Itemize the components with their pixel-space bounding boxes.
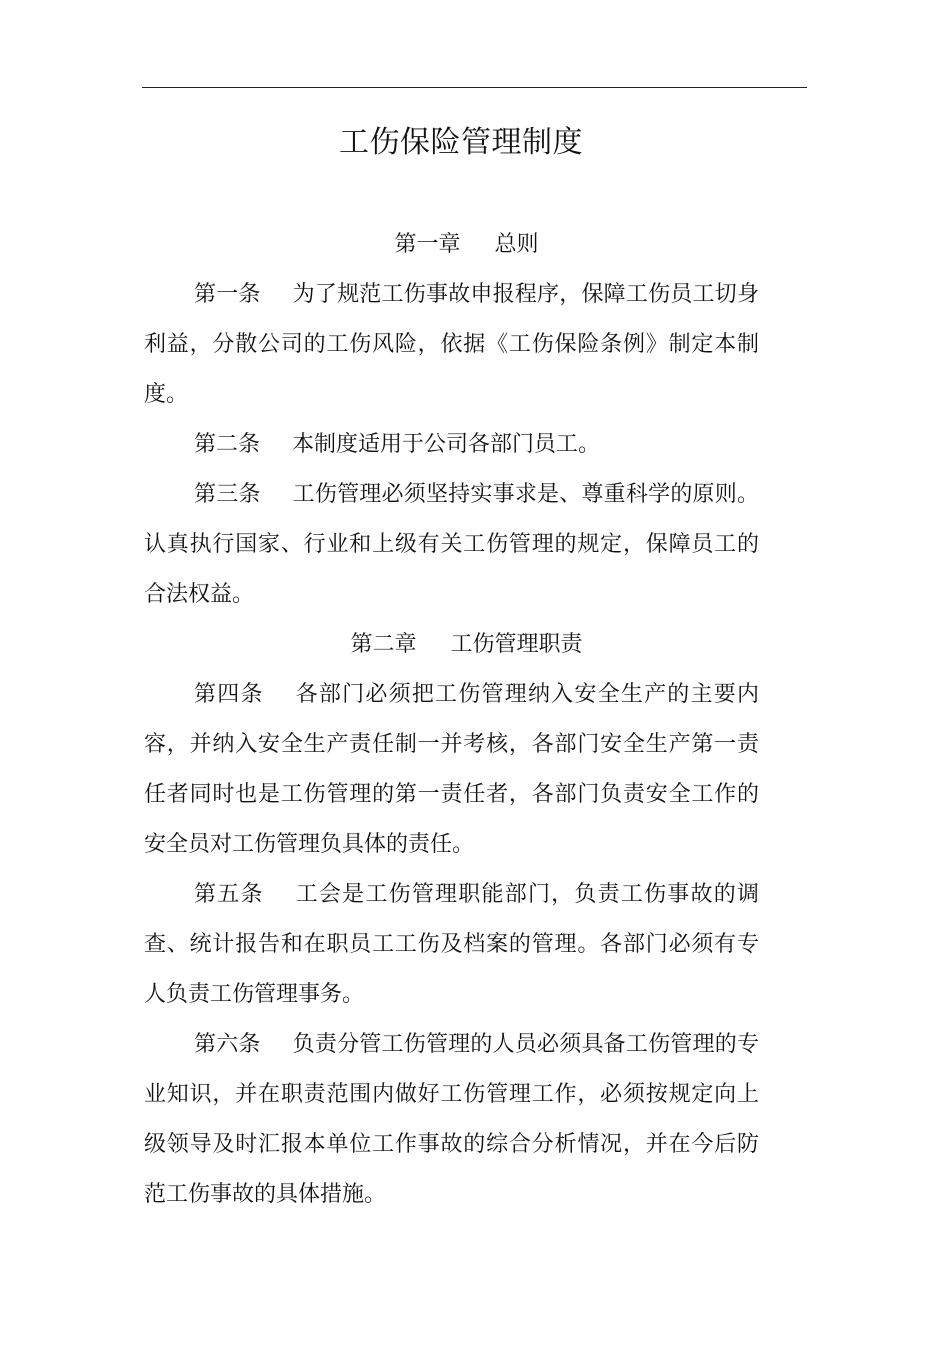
chapter-heading xyxy=(144,220,759,270)
article-text: 工伤管理必须坚持实事求是、尊重科学的原则。认真执行国家、行业和上级有关工伤管理的规定，保障员工的合法权益。 xyxy=(144,482,759,607)
article-paragraph xyxy=(144,1020,759,1220)
chapter-name: 工伤管理职责 xyxy=(450,632,583,657)
article-paragraph xyxy=(144,470,759,620)
document-body xyxy=(144,220,759,1220)
chapter-heading xyxy=(144,620,759,670)
header-rule xyxy=(142,87,807,88)
article-paragraph xyxy=(144,420,759,470)
document-title: 工伤保险管理制度 xyxy=(339,125,583,160)
article-paragraph xyxy=(144,670,759,870)
article-number: 第四条 xyxy=(194,682,264,707)
article-number: 第三条 xyxy=(194,482,261,507)
article-number: 第一条 xyxy=(194,282,261,307)
chapter-number: 第一章 xyxy=(394,232,461,257)
chapter-number: 第二章 xyxy=(350,632,417,657)
article-text: 为了规范工伤事故申报程序，保障工伤员工切身利益，分散公司的工伤风险，依据《工伤保险条例》制定本制度。 xyxy=(144,282,759,407)
article-text: 负责分管工伤管理的人员必须具备工伤管理的专业知识，并在职责范围内做好工伤管理工作，必须按规定向上级领导及时汇报本单位工作事故的综合分析情况，并在今后防范工伤事故的具体措施。 xyxy=(144,1032,759,1207)
article-paragraph xyxy=(144,270,759,420)
article-number: 第五条 xyxy=(194,882,264,907)
chapter-name: 总则 xyxy=(494,232,539,257)
article-paragraph xyxy=(144,870,759,1020)
article-text: 工会是工伤管理职能部门，负责工伤事故的调查、统计报告和在职员工工伤及档案的管理。各部门必须有专人负责工伤管理事务。 xyxy=(144,882,759,1007)
article-number: 第二条 xyxy=(194,432,261,457)
article-number: 第六条 xyxy=(194,1032,261,1057)
article-text: 各部门必须把工伤管理纳入安全生产的主要内容，并纳入安全生产责任制一并考核，各部门安全生产第一责任者同时也是工伤管理的第一责任者，各部门负责安全工作的安全员对工伤管理负具体的责任。 xyxy=(144,682,759,857)
article-text: 本制度适用于公司各部门员工。 xyxy=(292,432,601,457)
